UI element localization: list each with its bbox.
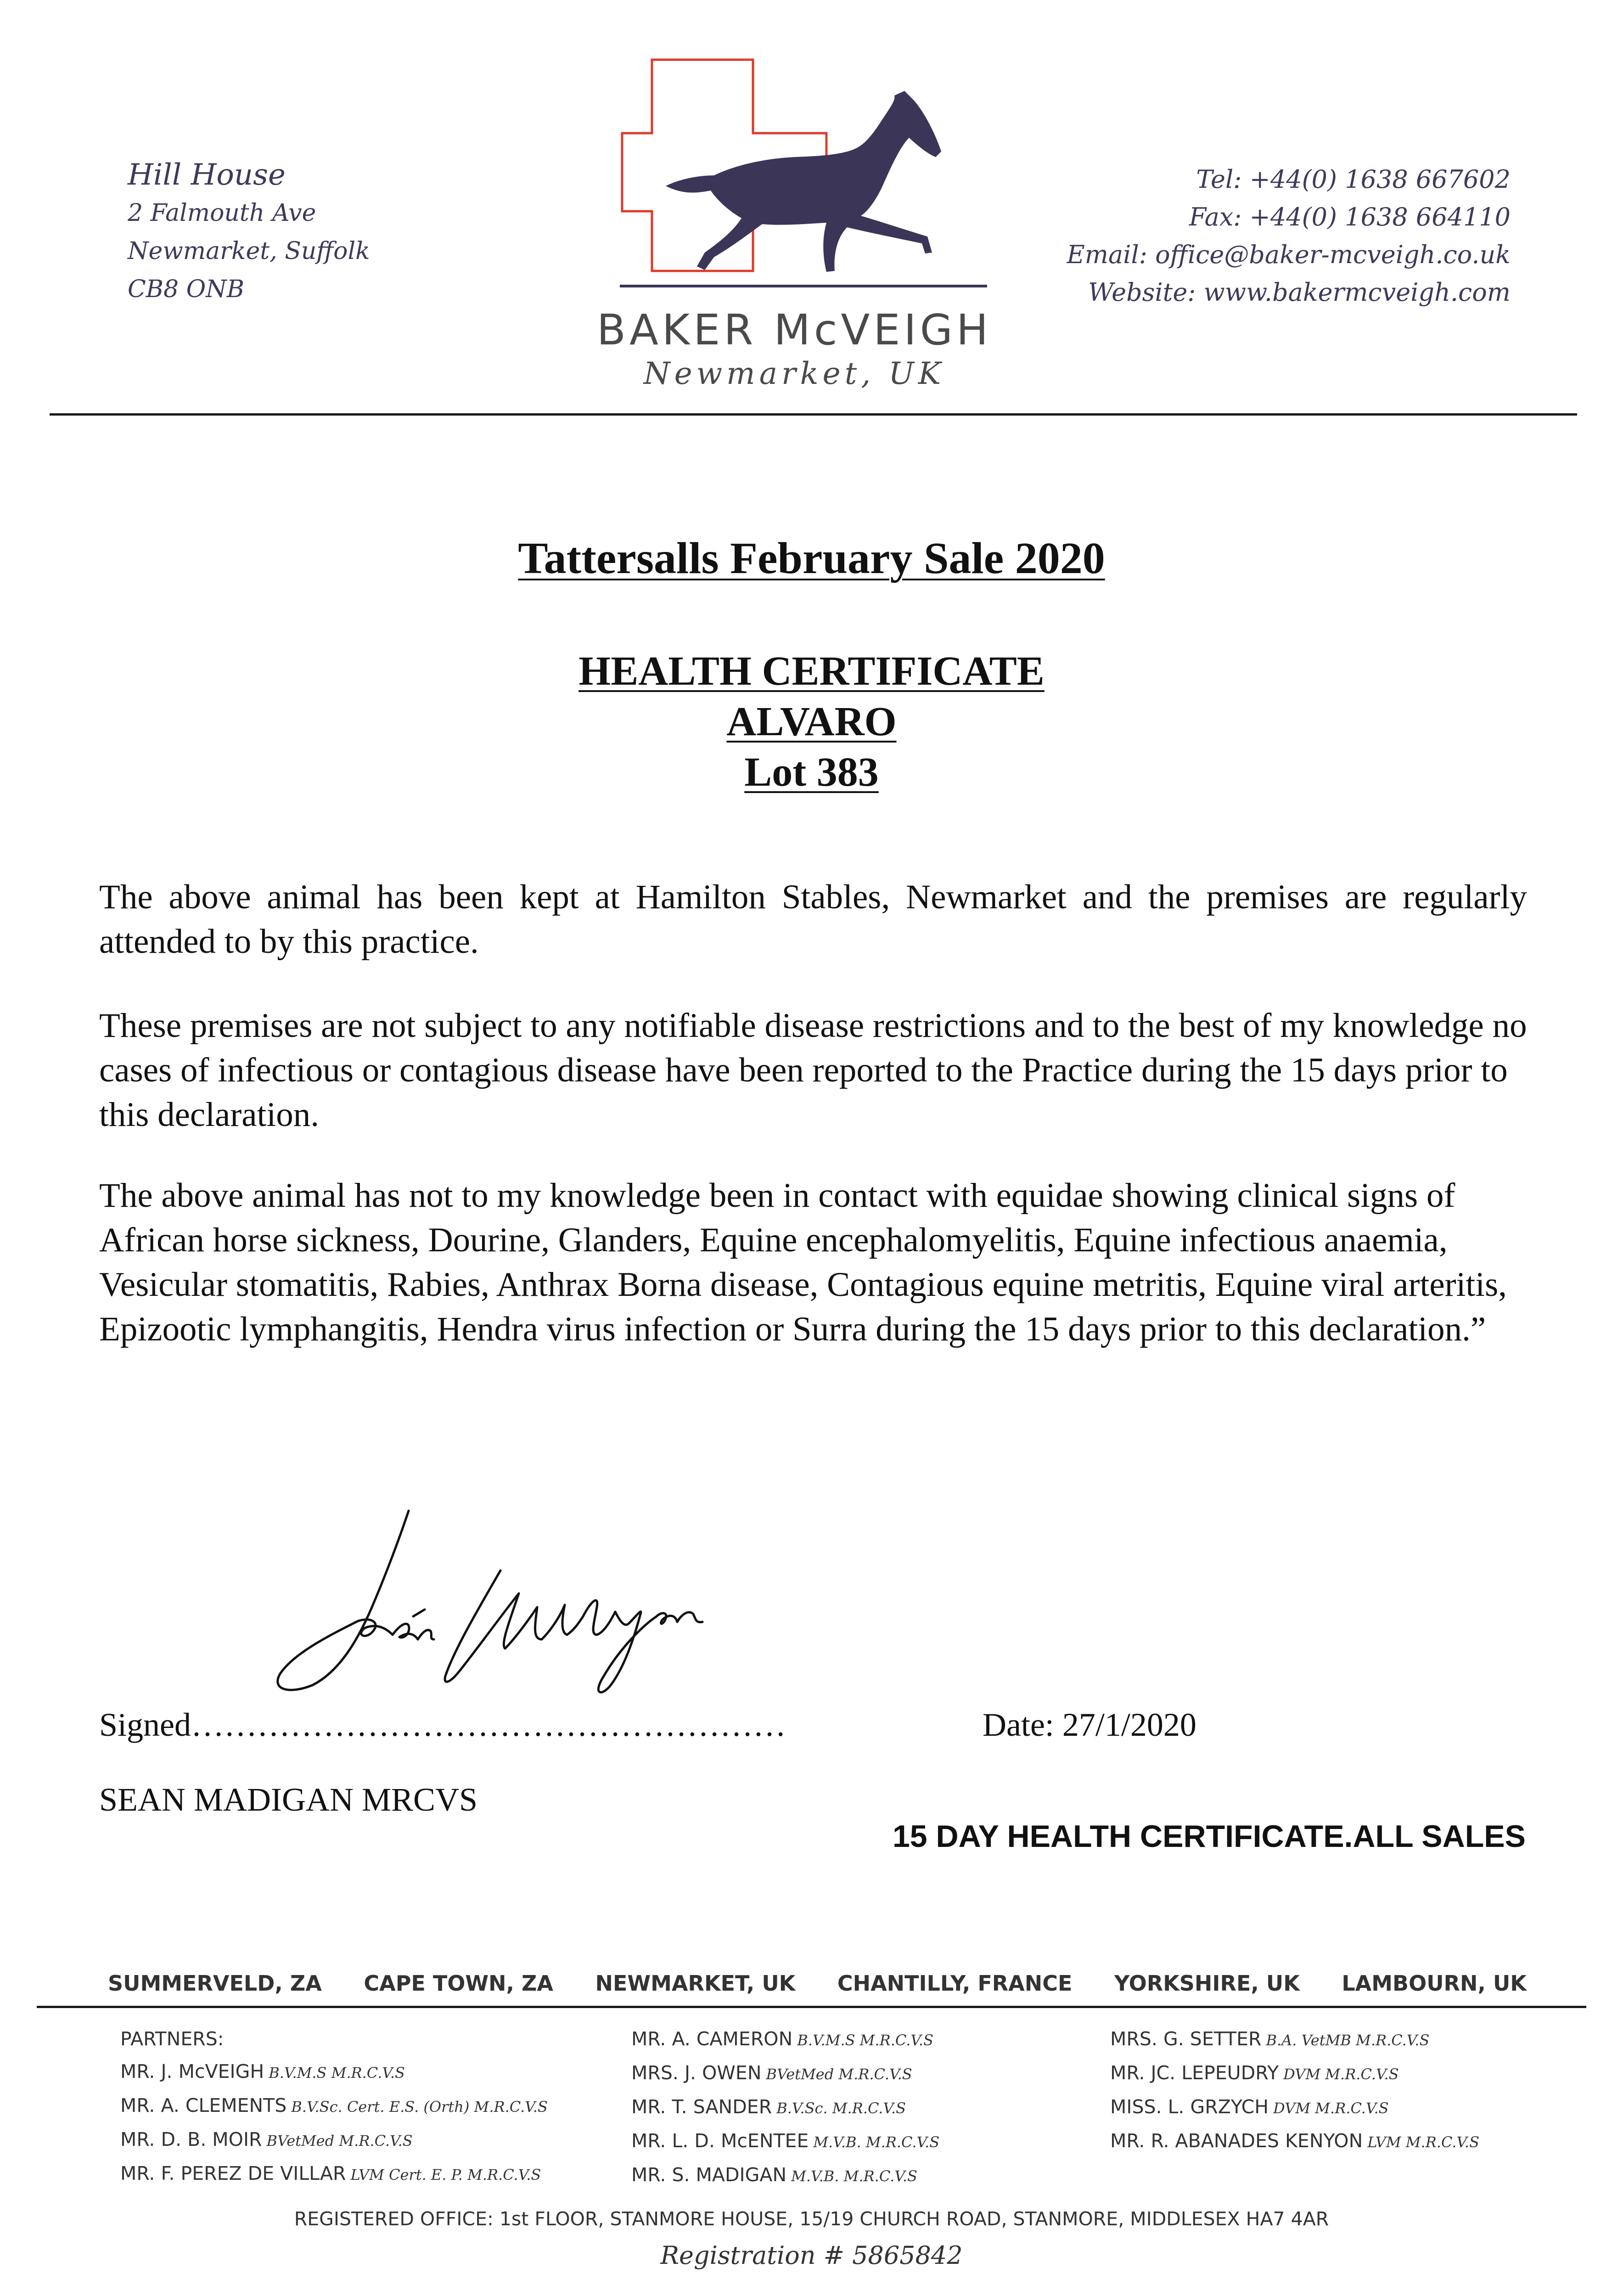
partner-entry: [120, 2055, 561, 2089]
partner-name: MR. R. ABANADES KENYON: [1110, 2130, 1363, 2152]
office-locations: [108, 1971, 1527, 1996]
registered-office: REGISTERED OFFICE: 1st FLOOR, STANMORE HOUSE, 15/19 CHURCH ROAD, STANMORE, MIDDLESEX HA7 4AR: [294, 2208, 1329, 2230]
location-item: CAPE TOWN, ZA: [364, 1971, 554, 1996]
partner-entry: [1110, 2091, 1551, 2125]
horse-name-text: ALVARO: [726, 699, 897, 744]
paragraph-restrictions: These premises are not subject to any notifiable disease restrictions and to the best of my knowledge no cases of infectious or contagious disease have been reported to the Practice during the 15 days prior to this declaration.: [99, 1007, 1527, 1134]
contact-details: [1067, 161, 1511, 311]
phone-line: Tel: +44(0) 1638 667602: [1196, 165, 1511, 194]
partner-name: MRS. G. SETTER: [1110, 2028, 1262, 2050]
partner-name: MR. A. CAMERON: [631, 2028, 793, 2050]
horse-name: [0, 698, 1623, 745]
signed-label: Signed………………………………………………: [99, 1706, 786, 1743]
paragraph-premises: The above animal has been kept at Hamilton Stables, Newmarket and the premises are regularly attended to by this practice.: [99, 878, 1527, 961]
partner-entry: [120, 2089, 561, 2123]
registration-number: Registration # 5865842: [660, 2241, 963, 2270]
partner-name: MR. D. B. MOIR: [120, 2128, 262, 2150]
partner-qualification: B.V.M.S M.R.C.V.S: [269, 2064, 405, 2082]
location-item: LAMBOURN, UK: [1342, 1971, 1527, 1996]
lot-number-text: Lot 383: [744, 749, 879, 795]
certificate-type-note: 15 DAY HEALTH CERTIFICATE.ALL SALES: [892, 1819, 1526, 1854]
address-line: 2 Falmouth Ave: [128, 199, 316, 227]
partner-name: MR. A. CLEMENTS: [120, 2094, 287, 2116]
partner-name: MR. F. PEREZ DE VILLAR: [120, 2162, 346, 2184]
partner-qualification: B.V.M.S M.R.C.V.S: [797, 2032, 933, 2049]
address-line: Newmarket, Suffolk: [128, 237, 370, 265]
brand-location: Newmarket, UK: [643, 356, 945, 391]
sale-title: [0, 533, 1623, 584]
location-item: CHANTILLY, FRANCE: [837, 1971, 1073, 1996]
partner-qualification: DVM M.R.C.V.S: [1283, 2065, 1399, 2083]
partner-entry: [631, 2057, 1072, 2091]
certificate-title-text: HEALTH CERTIFICATE: [578, 648, 1045, 694]
brand-name: BAKER McVEIGH: [596, 305, 992, 355]
practice-address: [128, 156, 370, 309]
partner-name: MRS. J. OWEN: [631, 2062, 762, 2084]
partner-entry: [631, 2159, 1072, 2193]
partners-column-3: [1110, 2023, 1551, 2159]
partner-name: MR. S. MADIGAN: [631, 2164, 787, 2186]
date-label: Date: 27/1/2020: [983, 1706, 1196, 1743]
partner-qualification: BVetMed M.R.C.V.S: [766, 2065, 912, 2083]
footer-divider: [37, 2006, 1586, 2008]
partner-qualification: DVM M.R.C.V.S: [1273, 2099, 1389, 2117]
partner-entry: [631, 2091, 1072, 2125]
partner-entry: [1110, 2023, 1551, 2057]
website-line: Website: www.bakermcveigh.com: [1088, 278, 1511, 307]
partner-entry: [120, 2123, 561, 2157]
partner-qualification: B.A. VetMB M.R.C.V.S: [1266, 2032, 1430, 2049]
location-item: NEWMARKET, UK: [595, 1971, 796, 1996]
partner-qualification: LVM Cert. E. P. M.R.C.V.S: [350, 2166, 541, 2183]
partner-qualification: M.V.B. M.R.C.V.S: [813, 2133, 940, 2151]
partner-name: MISS. L. GRZYCH: [1110, 2096, 1269, 2118]
partner-name: MR. L. D. McENTEE: [631, 2130, 809, 2152]
partner-qualification: LVM M.R.C.V.S: [1367, 2133, 1480, 2151]
partner-name: MR. JC. LEPEUDRY: [1110, 2062, 1279, 2084]
paragraph-contact: The above animal has not to my knowledge been in contact with equidae showing clinical signs of African horse sickness, Dourine, Glanders, Equine encephalomyelitis, Equine infectious anaemia, Vesicular stomatitis, Rabies, Anthrax Borna disease, Contagious equine metritis, Equine viral arteritis, Epizootic lymphangitis, Hendra virus infection or Surra during the 15 days prior to this declaration.”: [99, 1176, 1507, 1348]
partner-entry: [631, 2125, 1072, 2159]
header-divider: [50, 413, 1577, 416]
partners-column-2: [631, 2023, 1072, 2193]
partner-qualification: B.V.Sc. Cert. E.S. (Orth) M.R.C.V.S: [291, 2098, 548, 2116]
certificate-title: [0, 647, 1623, 695]
partner-entry: [631, 2023, 1072, 2057]
partner-entry: [1110, 2125, 1551, 2159]
address-line: Hill House: [128, 158, 286, 192]
location-item: YORKSHIRE, UK: [1114, 1971, 1300, 1996]
fax-line: Fax: +44(0) 1638 664110: [1189, 203, 1511, 231]
horse-and-cross-logo-icon: [611, 55, 1001, 303]
address-line: CB8 ONB: [128, 276, 244, 303]
signatory-name: SEAN MADIGAN MRCVS: [99, 1781, 478, 1818]
partners-column-1: [120, 2023, 561, 2191]
partner-entry: [1110, 2057, 1551, 2091]
partner-qualification: M.V.B. M.R.C.V.S: [791, 2167, 917, 2185]
location-item: SUMMERVELD, ZA: [108, 1971, 322, 1996]
partners-heading: PARTNERS:: [120, 2028, 224, 2050]
partner-entry: [120, 2157, 561, 2191]
partner-name: MR. T. SANDER: [631, 2096, 772, 2118]
partner-name: MR. J. McVEIGH: [120, 2060, 264, 2082]
partner-qualification: BVetMed M.R.C.V.S: [266, 2132, 413, 2150]
sale-title-text: Tattersalls February Sale 2020: [518, 534, 1105, 583]
handwritten-signature: [262, 1502, 721, 1704]
partner-qualification: B.V.Sc. M.R.C.V.S: [776, 2099, 906, 2117]
email-line: Email: office@baker-mcveigh.co.uk: [1067, 240, 1511, 269]
lot-number: [0, 748, 1623, 796]
